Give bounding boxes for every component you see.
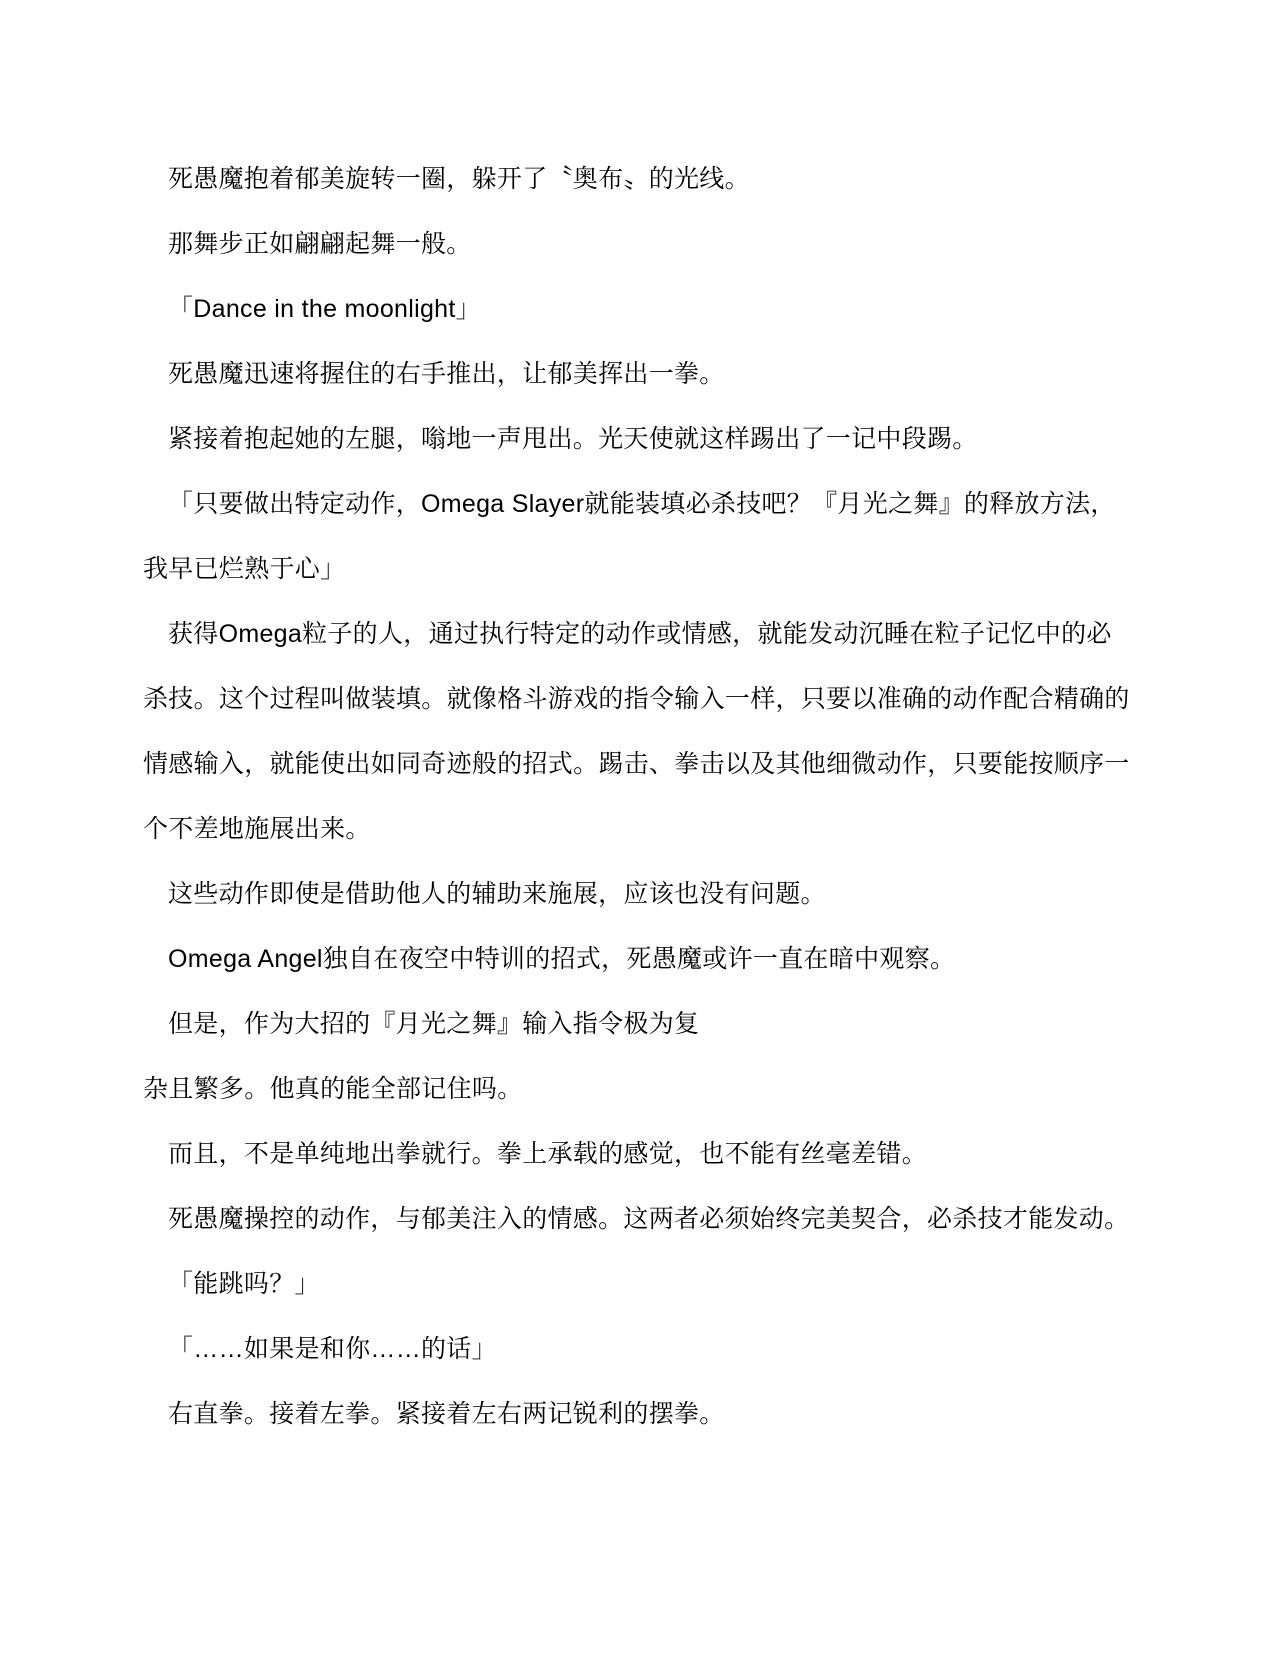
text-line: 而且，不是单纯地出拳就行。拳上承载的感觉，也不能有丝毫差错。: [168, 1140, 928, 1168]
text-line: 「……如果是和你……的话」: [168, 1335, 497, 1363]
text-line: 这些动作即使是借助他人的辅助来施展，应该也没有问题。: [168, 880, 826, 908]
text-line: 个不差地施展出来。: [143, 815, 371, 843]
text-line: 右直拳。接着左拳。紧接着左右两记锐利的摆拳。: [168, 1400, 725, 1428]
novel-text-body: [143, 147, 1143, 1447]
text-line: 杂且繁多。他真的能全部记住吗。: [143, 1075, 523, 1103]
text-line: 那舞步正如翩翩起舞一般。: [168, 230, 472, 258]
text-line: 紧接着抱起她的左腿，嗡地一声甩出。光天使就这样踢出了一记中段踢。: [168, 425, 978, 453]
text-line: 「只要做出特定动作，Omega Slayer就能装填必杀技吧？『月光之舞』的释放方法，: [168, 490, 1116, 518]
text-line: 「能跳吗？」: [168, 1270, 320, 1298]
text-line: 但是，作为大招的『月光之舞』输入指令极为复: [168, 1010, 700, 1038]
text-line: 「Dance in the moonlight」: [168, 295, 481, 323]
text-line: 情感输入，就能使出如同奇迹般的招式。踢击、拳击以及其他细微动作，只要能按顺序一: [143, 750, 1130, 778]
text-line: 我早已烂熟于心」: [143, 555, 346, 583]
text-line: 死愚魔抱着郁美旋转一圈，躲开了〝奥布〟的光线。: [168, 165, 750, 193]
text-line: Omega Angel独自在夜空中特训的招式，死愚魔或许一直在暗中观察。: [168, 945, 956, 973]
text-line: 死愚魔操控的动作，与郁美注入的情感。这两者必须始终完美契合，必杀技才能发动。: [168, 1205, 1130, 1233]
text-line: 获得Omega粒子的人，通过执行特定的动作或情感，就能发动沉睡在粒子记忆中的必: [168, 620, 1112, 648]
text-line: 死愚魔迅速将握住的右手推出，让郁美挥出一拳。: [168, 360, 725, 388]
text-line: 杀技。这个过程叫做装填。就像格斗游戏的指令输入一样，只要以准确的动作配合精确的: [143, 685, 1130, 713]
